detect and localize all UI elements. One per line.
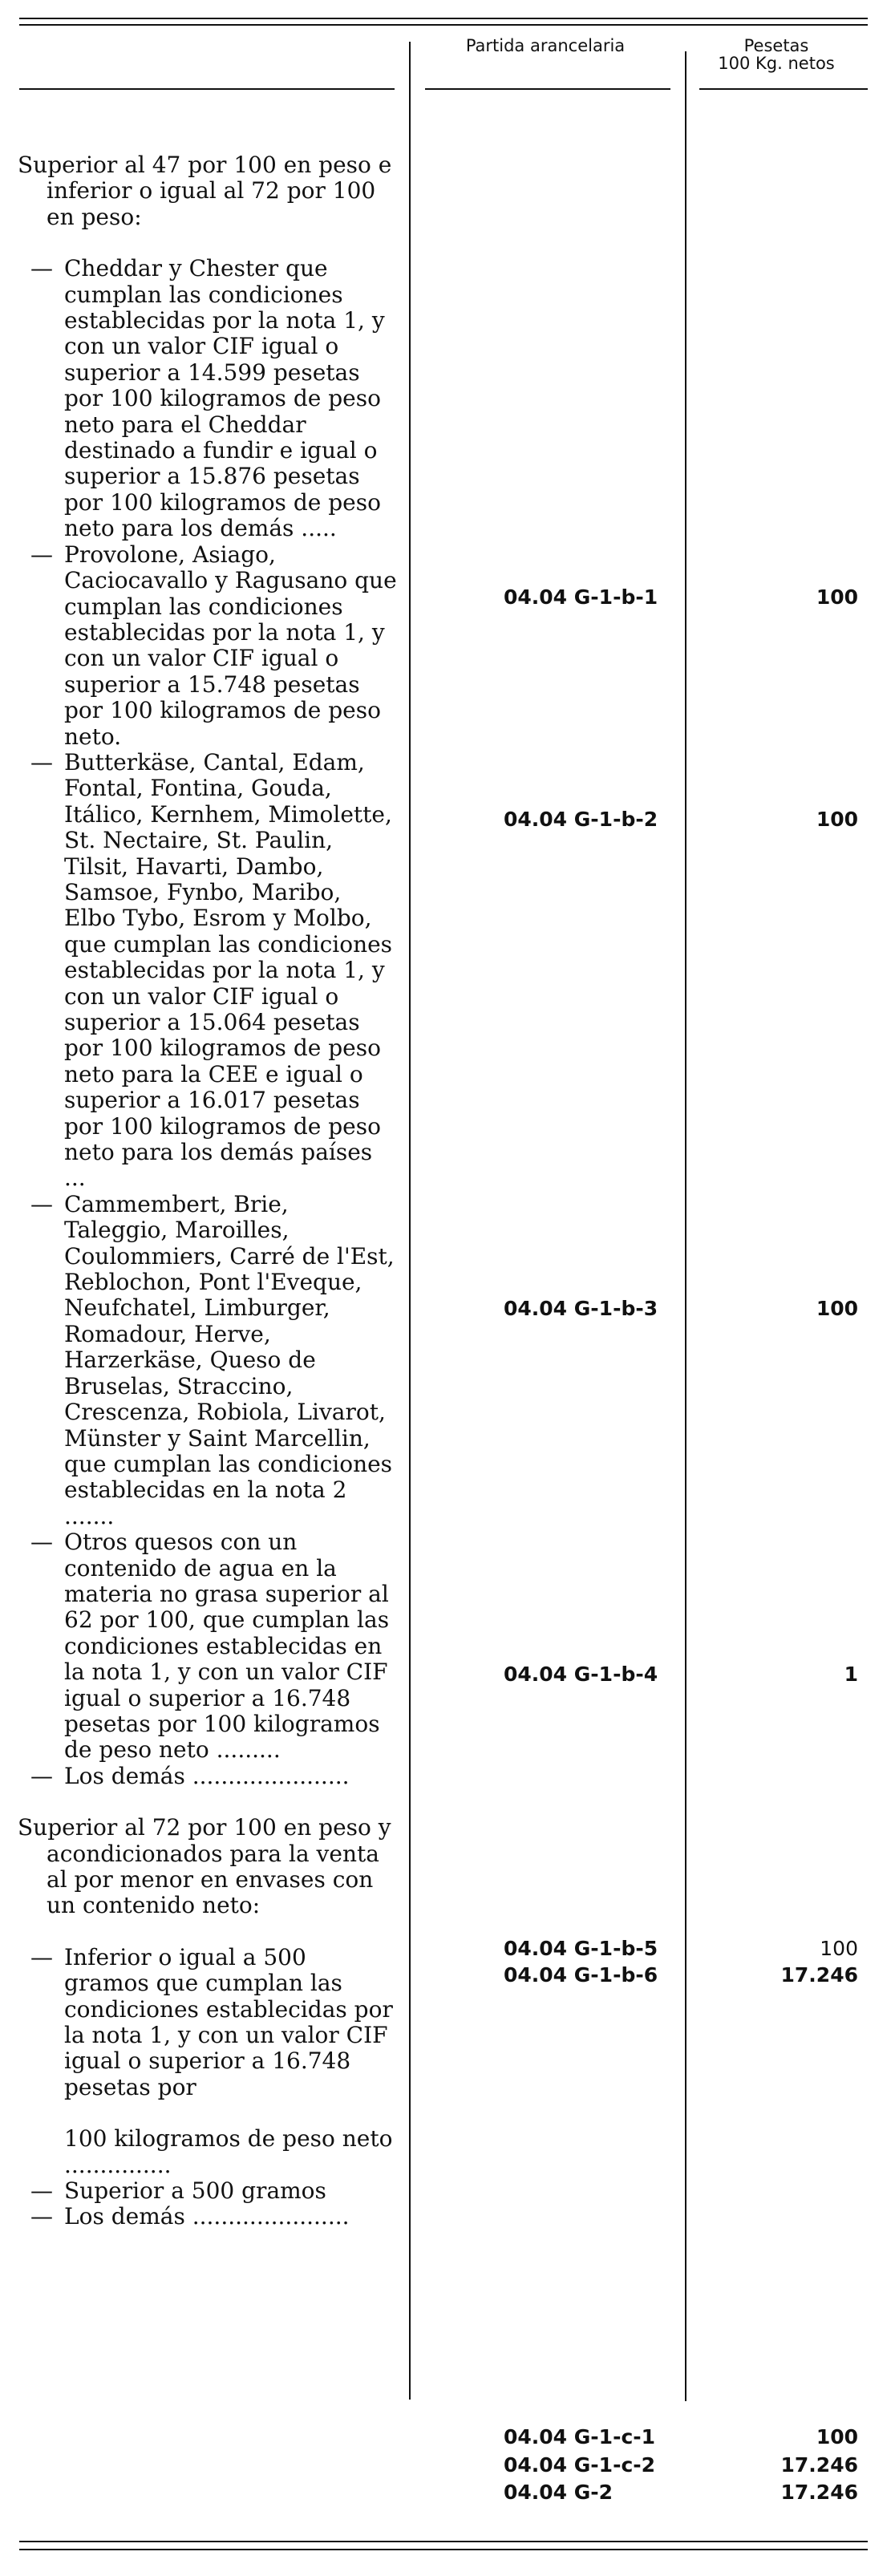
- item-inferior-500-text: Inferior o igual a 500 gramos que cumplan las condiciones establecidas por la nota 1, y con un valor CIF igual o superior a 16.748 pesetas por: [64, 1943, 393, 2100]
- item-superior-500-text: Superior a 500 gramos: [64, 2177, 326, 2205]
- item-cammembert-text: Cammembert, Brie, Taleggio, Maroilles, Coulommiers, Carré de l'Est, Reblochon, Pont l'Eveque, Neufchatel, Limburger, Romadour, Herve, Harzerkäse, Queso de Bruselas, Straccino, Crescenza, Robiola, Livarot, Münster y Saint Marcellin, que cumplan las condiciones establecidas en la nota 2 .......: [64, 1190, 395, 1529]
- header-partida: Partida arancelaria: [465, 36, 626, 55]
- code-row-4: 04.04 G-1-b-4: [504, 1663, 658, 1686]
- header-underline-partida: [425, 88, 670, 90]
- item-los-demas-2: [18, 2204, 398, 2230]
- value-row-5: 100: [820, 1937, 858, 1960]
- code-row-7: 04.04 G-1-c-1: [504, 2425, 656, 2448]
- code-row-8: 04.04 G-1-c-2: [504, 2453, 656, 2477]
- code-row-2: 04.04 G-1-b-2: [504, 808, 658, 831]
- dash-marker: —: [30, 2177, 53, 2205]
- value-row-4: 1: [844, 1663, 858, 1686]
- top-rule-2: [19, 24, 868, 26]
- value-row-6: 17.246: [780, 1963, 858, 1987]
- item-superior-500: [18, 2178, 398, 2204]
- code-row-5: 04.04 G-1-b-5: [504, 1937, 658, 1960]
- item-otros-quesos: [18, 1529, 398, 1764]
- intro-47-72: Superior al 47 por 100 en peso e inferior o igual al 72 por 100 en peso:: [18, 152, 392, 230]
- item-provolone: [18, 542, 398, 750]
- item-butterkase-text: Butterkäse, Cantal, Edam, Fontal, Fontina, Gouda, Itálico, Kernhem, Mimolette, St. Nectaire, St. Paulin, Tilsit, Havarti, Dambo, Samsoe, Fynbo, Maribo, Elbo Tybo, Esrom y Molbo, que cumplan las condiciones establecidas por la nota 1, y con un valor CIF igual o superior a 15.064 pesetas por 100 kilogramos de peso neto para la CEE e igual o superior a 16.017 pesetas por 100 kilogramos de peso neto para los demás países ...: [64, 748, 393, 1192]
- item-cheddar: [18, 256, 398, 541]
- dash-marker: —: [30, 541, 53, 568]
- dash-marker: —: [30, 2203, 53, 2230]
- code-row-9: 04.04 G-2: [504, 2481, 614, 2504]
- header-pesetas-line2: 100 Kg. netos: [718, 54, 835, 73]
- item-los-demas-1-text: Los demás ......................: [64, 1762, 350, 1789]
- value-row-2: 100: [816, 808, 858, 831]
- header-underline-producto: [19, 88, 395, 90]
- bottom-rule-1: [19, 2541, 868, 2542]
- top-rule-1: [19, 18, 868, 19]
- code-row-1: 04.04 G-1-b-1: [504, 585, 658, 609]
- code-row-6: 04.04 G-1-b-6: [504, 1963, 658, 1987]
- column-divider-1: [409, 42, 411, 2400]
- item-cheddar-text: Cheddar y Chester que cumplan las condiciones establecidas por la nota 1, y con un valor CIF igual o superior a 14.599 pesetas por 100 kilogramos de peso neto para el Cheddar destinado a fundir e igual o superior a 15.876 pesetas por 100 kilogramos de peso neto para los demás .....: [64, 255, 385, 542]
- dash-marker: —: [30, 1762, 53, 1789]
- item-inferior-500-cont-text: 100 kilogramos de peso neto ...............: [64, 2125, 393, 2178]
- dash-marker: —: [30, 1529, 53, 1556]
- dash-marker: —: [30, 748, 53, 776]
- dash-marker: —: [30, 255, 53, 282]
- item-inferior-500: [18, 1945, 398, 2100]
- column-divider-2: [685, 51, 686, 2401]
- code-row-3: 04.04 G-1-b-3: [504, 1297, 658, 1320]
- item-los-demas-2-text: Los demás ......................: [64, 2203, 350, 2230]
- header-underline-pesetas: [699, 88, 868, 90]
- value-row-1: 100: [816, 585, 858, 609]
- item-cammembert: [18, 1192, 398, 1529]
- dash-marker: —: [30, 1190, 53, 1217]
- item-provolone-text: Provolone, Asiago, Caciocavallo y Ragusano que cumplan las condiciones establecidas por la nota 1, y con un valor CIF igual o superior a 15.748 pesetas por 100 kilogramos de peso neto.: [64, 541, 397, 750]
- header-pesetas: [696, 35, 857, 74]
- bottom-rule-2: [19, 2549, 868, 2550]
- value-row-8: 17.246: [780, 2453, 858, 2477]
- item-inferior-500-cont: [18, 2126, 398, 2178]
- value-row-9: 17.246: [780, 2481, 858, 2504]
- dash-marker: —: [30, 1943, 53, 1970]
- product-column: [18, 152, 398, 2230]
- header-pesetas-line1: Pesetas: [743, 36, 809, 55]
- item-otros-quesos-text: Otros quesos con un contenido de agua en la materia no grasa superior al 62 por 100, que cumplan las condiciones establecidas en la nota 1, y con un valor CIF igual o superior a 16.748 pesetas por 100 kilogramos de peso neto .........: [64, 1529, 390, 1764]
- item-los-demas-1: [18, 1764, 398, 1789]
- value-row-3: 100: [816, 1297, 858, 1320]
- item-butterkase: [18, 750, 398, 1192]
- value-row-7: 100: [816, 2425, 858, 2448]
- intro-superior-72: Superior al 72 por 100 en peso y acondicionados para la venta al por menor en envases con un contenido neto:: [18, 1814, 391, 1919]
